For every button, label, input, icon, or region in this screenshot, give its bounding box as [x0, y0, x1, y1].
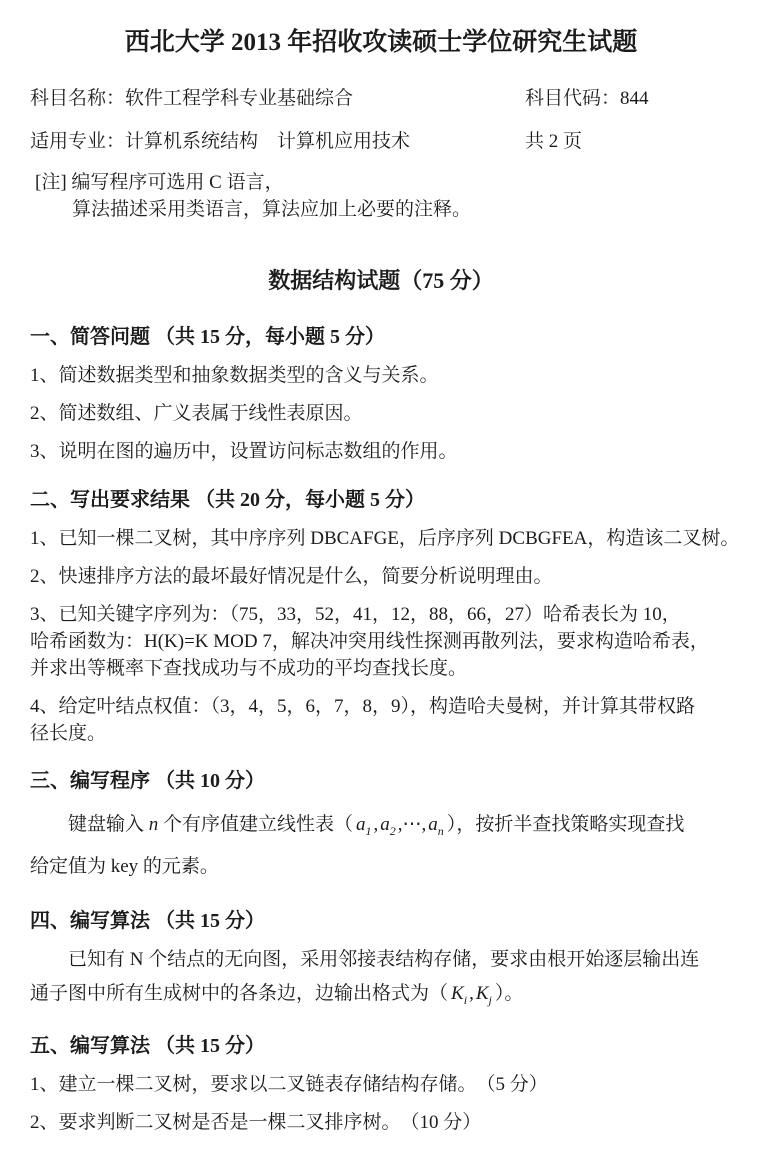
subject-name: 科目名称：软件工程学科专业基础综合 [30, 88, 354, 109]
note-tag: [注] [35, 172, 67, 193]
section1-question-1: 1、简述数据类型和抽象数据类型的含义与关系。 [30, 365, 439, 386]
math-variable-n: n [148, 814, 159, 835]
section1-heading: 一、简答问题 （共 15 分，每小题 5 分） [30, 326, 385, 348]
section4-heading: 四、编写算法 （共 15 分） [30, 910, 265, 932]
question-text: 键盘输入 [68, 814, 149, 835]
section1-question-2: 2、简述数组、广义表属于线性表原因。 [30, 403, 363, 424]
paper-title: 数据结构试题（75 分） [268, 268, 494, 293]
question-text: ，按折半查找策略实现查找 [456, 814, 685, 835]
question-line: 4、给定叶结点权值：（3，4，5，6，7，8，9），构造哈夫曼树，并计算其带权路 [30, 696, 696, 717]
section5-question-1: 1、建立一棵二叉树，要求以二叉链表存储结构存储。 （5 分） [30, 1074, 548, 1095]
meta-row-subject [30, 86, 732, 112]
section2-question-4 [30, 693, 732, 747]
math-expression-edge [451, 983, 492, 1007]
note-line-2: 算法描述采用类语言，算法应加上必要的注释。 [72, 199, 472, 220]
section1-question-3: 3、说明在图的遍历中，设置访问标志数组的作用。 [30, 441, 458, 462]
math-subscript-i: i [463, 993, 468, 1007]
math-separator: , [373, 814, 379, 835]
section4-question-line-1: 已知有 N 个结点的无向图，采用邻接表结构存储，要求由根开始逐层输出连 [68, 949, 700, 970]
math-paren-open: （ [334, 814, 354, 835]
section3-question-line-1 [30, 810, 732, 840]
applicable-majors: 适用专业：计算机系统结构 计算机应用技术 [30, 131, 411, 152]
section5-question-2: 2、要求判断二叉树是否是一棵二叉排序树。 （10 分） [30, 1112, 482, 1133]
math-subscript-2: 2 [389, 824, 396, 838]
exam-note [35, 169, 732, 223]
section3-question-line-2: 给定值为 key 的元素。 [30, 856, 219, 877]
math-ellipsis: ,⋯, [397, 814, 427, 835]
question-line: 1、已知一棵二叉树，其中序序列 DBCAFGE，后序序列 DCBGFEA，构造该二叉树。 [30, 528, 740, 549]
math-separator: , [469, 983, 474, 1004]
question-text: 通子图中所有生成树中的各条边，边输出格式为 [30, 983, 430, 1004]
question-line: 哈希函数为：H(K)=K MOD 7，解决冲突用线性探测再散列法，要求构造哈希表， [30, 631, 709, 652]
math-paren-close: ） [494, 983, 505, 1004]
math-subscript-1: 1 [365, 824, 372, 838]
math-subscript-n: n [437, 824, 444, 838]
page-count: 共 2 页 [525, 131, 583, 152]
math-variable-a: a [428, 814, 438, 835]
math-variable-a: a [380, 814, 390, 835]
note-line-1 [35, 169, 732, 196]
math-variable-a: a [356, 814, 366, 835]
section2-question-2 [30, 563, 732, 590]
note-text-1: 编写程序可选用 C 语言， [71, 172, 284, 193]
question-text: 。 [504, 983, 524, 1004]
math-variable-K: K [451, 983, 464, 1004]
meta-row-majors [30, 129, 732, 155]
subject-code: 科目代码：844 [525, 88, 649, 109]
math-expression-sequence [356, 814, 444, 838]
section3-heading: 三、编写程序 （共 10 分） [30, 770, 265, 792]
section4-question-line-2 [30, 979, 732, 1009]
exam-title: 西北大学 2013 年招收攻读硕士学位研究生试题 [124, 29, 638, 56]
math-paren-close: ） [446, 814, 457, 835]
math-subscript-j: j [488, 993, 492, 1007]
question-text: 个有序值建立线性表 [158, 814, 335, 835]
math-variable-K: K [475, 983, 489, 1004]
question-line: 径长度。 [30, 723, 107, 744]
question-line: 3、已知关键字序列为：（75，33，52，41，12，88，66，27）哈希表长为 10， [30, 604, 681, 625]
section2-question-3 [30, 601, 732, 682]
question-line: 2、快速排序方法的最坏最好情况是什么，简要分析说明理由。 [30, 566, 553, 587]
section5-heading: 五、编写算法 （共 15 分） [30, 1035, 265, 1057]
section2-heading: 二、写出要求结果 （共 20 分，每小题 5 分） [30, 489, 425, 511]
section2-question-1 [30, 525, 740, 552]
math-paren-open: （ [429, 983, 449, 1004]
question-line: 并求出等概率下查找成功与不成功的平均查找长度。 [30, 658, 468, 679]
